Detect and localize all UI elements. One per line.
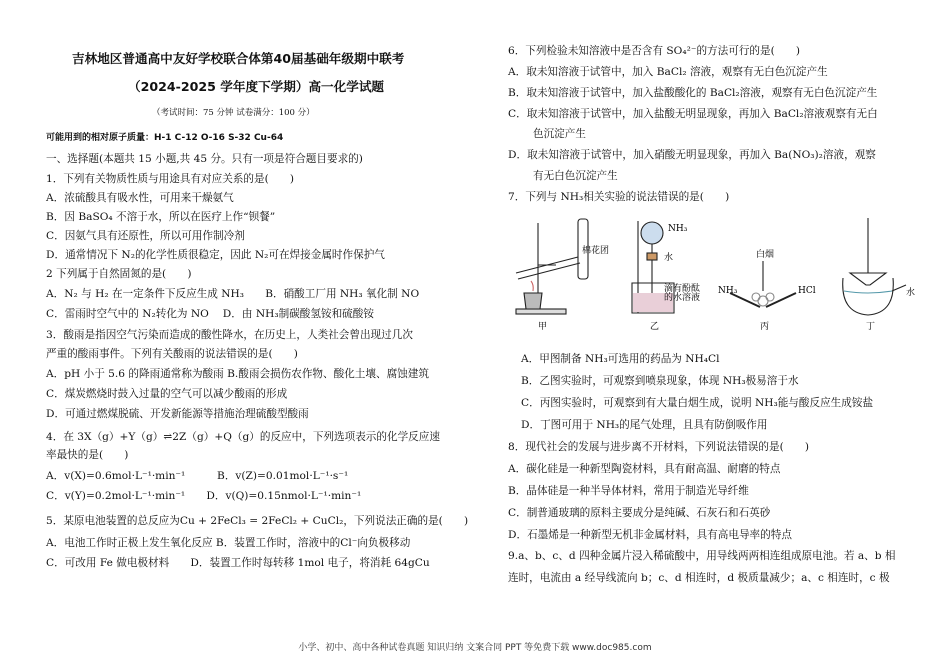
apparatus-bing: [730, 261, 796, 307]
q1-option-b: B．因 BaSO₄ 不溶于水，所以在医疗上作“钡餐”: [46, 211, 276, 223]
q1-option-a: A．浓硫酸具有吸水性，可用来干燥氨气: [46, 192, 234, 204]
q2-options-cd: C．雷雨时空气中的 N₂转化为 NO D．由 NH₃制碳酸氢铵和硫酸铵: [46, 308, 374, 320]
q3-option-c: C．煤炭燃烧时鼓入过量的空气可以减少酸雨的形成: [46, 388, 288, 400]
title-line-1: 吉林地区普通高中友好学校联合体第40届基础年级期中联考: [72, 51, 405, 66]
q8-stem: 8．现代社会的发展与进步离不开材料，下列说法错误的是( ): [508, 441, 810, 453]
q6-option-c-1: C．取未知溶液于试管中，加入盐酸无明显现象，再加入 BaCl₂溶液观察有无白: [508, 108, 878, 120]
q6-option-a: A．取未知溶液于试管中，加入 BaCl₂ 溶液，观察有无白色沉淀产生: [508, 66, 828, 78]
label-nh3-b: NH₃: [718, 286, 738, 296]
q6-option-d-2: 有无白色沉淀产生: [533, 170, 618, 182]
page-footer: 小学、初中、高中各种试卷真题 知识归纳 文案合同 PPT 等免费下载 www.doc985.com: [298, 643, 652, 653]
q9-line-2: 连时，电流由 a 经导线流向 b；c、d 相连时，d 极质量减少；a、c 相连时，c 极: [508, 572, 890, 584]
q1-option-d: D．通常情况下 N₂的化学性质很稳定，因此 N₂可在焊接金属时作保护气: [46, 249, 385, 261]
label-hcl: HCl: [798, 286, 816, 296]
q5-options-ab: A．电池工作时正极上发生氧化反应 B．装置工作时，溶液中的Cl⁻向负极移动: [46, 537, 411, 549]
label-yi: 乙: [650, 322, 660, 332]
q3-stem-1: 3．酸雨是指因空气污染而造成的酸性降水，在历史上，人类社会曾出现过几次: [46, 329, 413, 341]
q3-stem-2: 严重的酸雨事件。下列有关酸雨的说法错误的是( ): [46, 348, 298, 360]
section-heading: 一、选择题(本题共 15 小题,共 45 分。只有一项是符合题目要求的): [46, 153, 363, 165]
q2-options-ab: A．N₂ 与 H₂ 在一定条件下反应生成 NH₃ B．硝酸工厂用 NH₃ 氧化制 NO: [46, 288, 420, 300]
q8-option-d: D．石墨烯是一种新型无机非金属材料，具有高电导率的特点: [508, 529, 792, 541]
q7-option-a: A．甲图制备 NH₃可选用的药品为 NH₄Cl: [521, 353, 720, 365]
title-line-2: （2024-2025 学年度下学期）高一化学试题: [128, 79, 385, 94]
apparatus-jia: [516, 219, 588, 314]
q6-stem: 6．下列检验未知溶液中是否含有 SO₄²⁻的方法可行的是( ): [508, 45, 801, 57]
q3-options-ab: A．pH 小于 5.6 的降雨通常称为酸雨 B.酸雨会损伤农作物、酸化土壤、腐蚀建筑: [46, 368, 429, 380]
label-phenol: 滴有酚酞: [664, 284, 701, 294]
q6-option-b: B．取未知溶液于试管中，加入盐酸酸化的 BaCl₂溶液，观察有无白色沉淀产生: [508, 87, 878, 99]
label-nh3: NH₃: [668, 224, 688, 234]
q5-stem: 5．某原电池装置的总反应为Cu + 2FeCl₃ = 2FeCl₂ + CuCl₂，下列说法正确的是( ): [46, 515, 469, 527]
q2-stem: 2 下列属于自然固氮的是( ): [46, 268, 192, 280]
q8-option-a: A．碳化硅是一种新型陶瓷材料，具有耐高温、耐磨的特点: [508, 463, 781, 475]
q3-option-d: D．可通过燃煤脱硫、开发新能源等措施治理硫酸型酸雨: [46, 408, 309, 420]
q6-option-c-2: 色沉淀产生: [533, 128, 586, 140]
label-water-2: 水: [906, 288, 916, 298]
q4-stem-1: 4．在 3X（g）+Y（g）⇌2Z（g）+Q（g）的反应中，下列选项表示的化学反应速: [46, 431, 440, 443]
q8-option-c: C．制普通玻璃的原料主要成分是纯碱、石灰石和石英砂: [508, 507, 771, 519]
q8-option-b: B．晶体硅是一种半导体材料，常用于制造光导纤维: [508, 485, 749, 497]
q4-options-ab: A．v(X)=0.6mol·L⁻¹·min⁻¹ B．v(Z)=0.01mol·L⁻¹·s⁻¹: [46, 470, 349, 482]
q7-stem: 7．下列与 NH₃相关实验的说法错误的是( ): [508, 191, 730, 203]
label-smoke: 白烟: [756, 250, 775, 260]
label-cotton: 棉花团: [582, 246, 610, 256]
label-jia: 甲: [538, 322, 548, 332]
q6-option-d-1: D．取未知溶液于试管中，加入硝酸无明显现象，再加入 Ba(NO₃)₂溶液，观察: [508, 149, 876, 161]
q4-options-cd: C．v(Y)=0.2mol·L⁻¹·min⁻¹ D．v(Q)=0.15nmol·L⁻¹·min⁻¹: [46, 490, 362, 502]
q7-option-c: C．丙图实验时，可观察到有大量白烟生成，说明 NH₃能与酸反应生成铵盐: [521, 397, 874, 409]
q1-stem: 1．下列有关物质性质与用途具有对应关系的是( ): [46, 173, 295, 185]
label-phenol-2: 的水溶液: [664, 293, 701, 303]
q1-option-c: C．因氨气具有还原性，所以可用作制冷剂: [46, 230, 245, 242]
q7-option-d: D．丁图可用于 NH₃的尾气处理，且具有防倒吸作用: [521, 419, 768, 431]
apparatus-ding: [843, 218, 906, 315]
q7-option-b: B．乙图实验时，可观察到喷泉现象，体现 NH₃极易溶于水: [521, 375, 799, 387]
label-ding: 丁: [866, 322, 876, 332]
q7-apparatus-figure: [498, 213, 918, 333]
label-bing: 丙: [760, 322, 770, 332]
atomic-masses: 可能用到的相对原子质量：H-1 C-12 O-16 S-32 Cu-64: [46, 133, 284, 143]
label-water: 水: [664, 253, 674, 263]
q4-stem-2: 率最快的是( ): [46, 449, 129, 461]
exam-info: （考试时间：75 分钟 试卷满分：100 分）: [152, 108, 315, 118]
q9-line-1: 9.a、b、c、d 四种金属片浸入稀硫酸中，用导线两两相连组成原电池。若 a、b 相: [508, 550, 896, 562]
q5-options-cd: C．可改用 Fe 做电极材料 D．装置工作时每转移 1mol 电子，将消耗 64gCu: [46, 557, 430, 569]
